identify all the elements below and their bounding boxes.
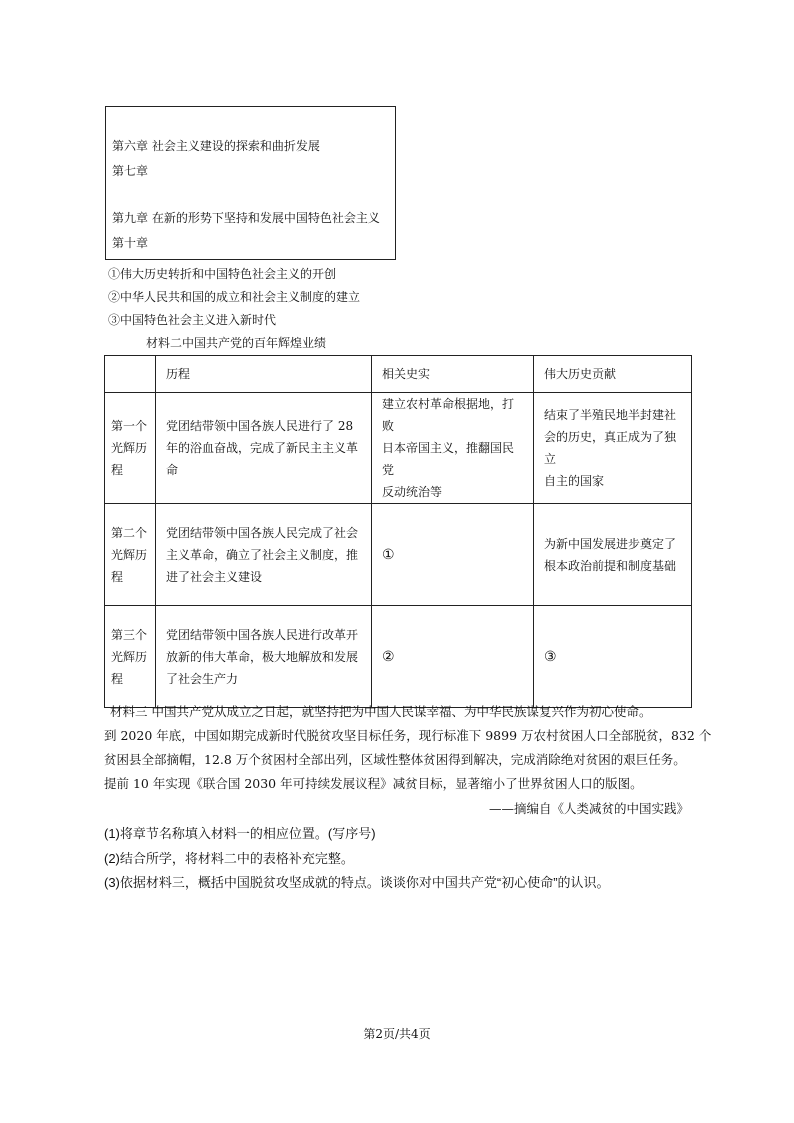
process-text: 党团结带领中国各族人民进行了 28 — [166, 419, 354, 433]
facts-text: 日本帝国主义，推翻国民党 — [382, 441, 515, 477]
process-text: 放新的伟大革命，极大地解放和发展 — [166, 649, 359, 664]
table-header-cell: 历程 — [156, 356, 372, 393]
contribution-text: 为新中国发展进步奠定了 — [544, 536, 677, 551]
contribution-text: 自主的国家 — [544, 474, 605, 488]
history-table — [104, 355, 692, 708]
question-item: (2)结合所学，将材料二中的表格补充完整。 — [104, 851, 354, 866]
material3-line: 贫困县全部摘帽，12.8 万个贫困村全部出列，区域性整体贫困得到解决，完成消除绝对贫困的艰巨任务。 — [104, 752, 686, 767]
chapter-box — [105, 106, 396, 260]
stage-cell — [105, 393, 156, 504]
contribution-text: 根本政治前提和制度基础 — [544, 558, 677, 573]
chapter-line: 第九章 在新的形势下坚持和发展中国特色社会主义 — [112, 211, 380, 225]
stage-cell — [105, 606, 156, 708]
blank-marker: ③ — [544, 648, 557, 665]
stage-text: 第三个 — [111, 627, 148, 642]
contribution-cell — [534, 504, 692, 606]
process-cell — [156, 393, 372, 504]
material3-source: ——摘编自《人类减贫的中国实践》 — [488, 801, 689, 816]
process-text: 了社会生产力 — [166, 671, 239, 686]
stage-text: 程 — [111, 569, 124, 584]
stage-text: 光辉历 — [111, 441, 148, 455]
table-row — [105, 393, 692, 504]
process-cell — [156, 606, 372, 708]
facts-text: 建立农村革命根据地，打败 — [382, 397, 515, 433]
blank-marker: ② — [382, 648, 395, 665]
stage-text: 程 — [111, 463, 124, 477]
facts-cell — [372, 393, 534, 504]
process-text: 党团结带领中国各族人民完成了社会 — [166, 525, 359, 540]
stage-text: 光辉历 — [111, 547, 148, 562]
question-item: (3)依据材料三，概括中国脱贫攻坚成就的特点。谈谈你对中国共产党“初心使命”的认识。 — [104, 875, 610, 890]
process-cell — [156, 504, 372, 606]
contribution-cell — [534, 393, 692, 504]
option-item: ②中华人民共和国的成立和社会主义制度的建立 — [108, 290, 361, 304]
stage-cell — [105, 504, 156, 606]
process-text: 进了社会主义建设 — [166, 569, 263, 584]
contribution-cell — [534, 606, 692, 708]
table-header-cell — [105, 356, 156, 393]
chapter-line: 第七章 — [112, 164, 149, 178]
stage-text: 第一个 — [111, 419, 148, 433]
material3-line: 材料三 中国共产党从成立之日起，就坚持把为中国人民谋幸福、为中华民族谋复兴作为初心使命。 — [110, 704, 652, 719]
question-item: (1)将章节名称填入材料一的相应位置。(写序号) — [104, 826, 376, 841]
blank-marker: ① — [382, 546, 395, 563]
facts-text: 反动统治等 — [382, 485, 443, 499]
stage-text: 第二个 — [111, 525, 148, 540]
option-item: ③中国特色社会主义进入新时代 — [108, 313, 277, 327]
stage-text: 程 — [111, 671, 124, 686]
table-header-cell: 相关史实 — [372, 356, 534, 393]
material2-title: 材料二中国共产党的百年辉煌业绩 — [146, 336, 327, 350]
contribution-text: 结束了半殖民地半封建社 — [544, 408, 677, 422]
table-row — [105, 504, 692, 606]
process-text: 命 — [166, 463, 179, 477]
stage-text: 光辉历 — [111, 649, 148, 664]
process-text: 党团结带领中国各族人民进行改革开 — [166, 627, 359, 642]
table-row — [105, 606, 692, 708]
process-text: 年的浴血奋战，完成了新民主主义革 — [166, 441, 359, 455]
material3-line: 到 2020 年底，中国如期完成新时代脱贫攻坚目标任务，现行标准下 9899 万农村贫困人口全部脱贫，832 个 — [104, 728, 712, 743]
page-number: 第2页/共4页 — [363, 1027, 431, 1041]
table-header-cell: 伟大历史贡献 — [534, 356, 692, 393]
facts-cell — [372, 606, 534, 708]
contribution-text: 会的历史，真正成为了独立 — [544, 430, 677, 466]
chapter-line: 第六章 社会主义建设的探索和曲折发展 — [112, 139, 320, 153]
table-header-row — [105, 356, 692, 393]
process-text: 主义革命，确立了社会主义制度，推 — [166, 547, 359, 562]
option-item: ①伟大历史转折和中国特色社会主义的开创 — [108, 267, 337, 281]
material3-line: 提前 10 年实现《联合国 2030 年可持续发展议程》减贫目标，显著缩小了世界贫困人口的版图。 — [104, 776, 643, 791]
facts-cell — [372, 504, 534, 606]
chapter-line: 第十章 — [112, 236, 149, 250]
